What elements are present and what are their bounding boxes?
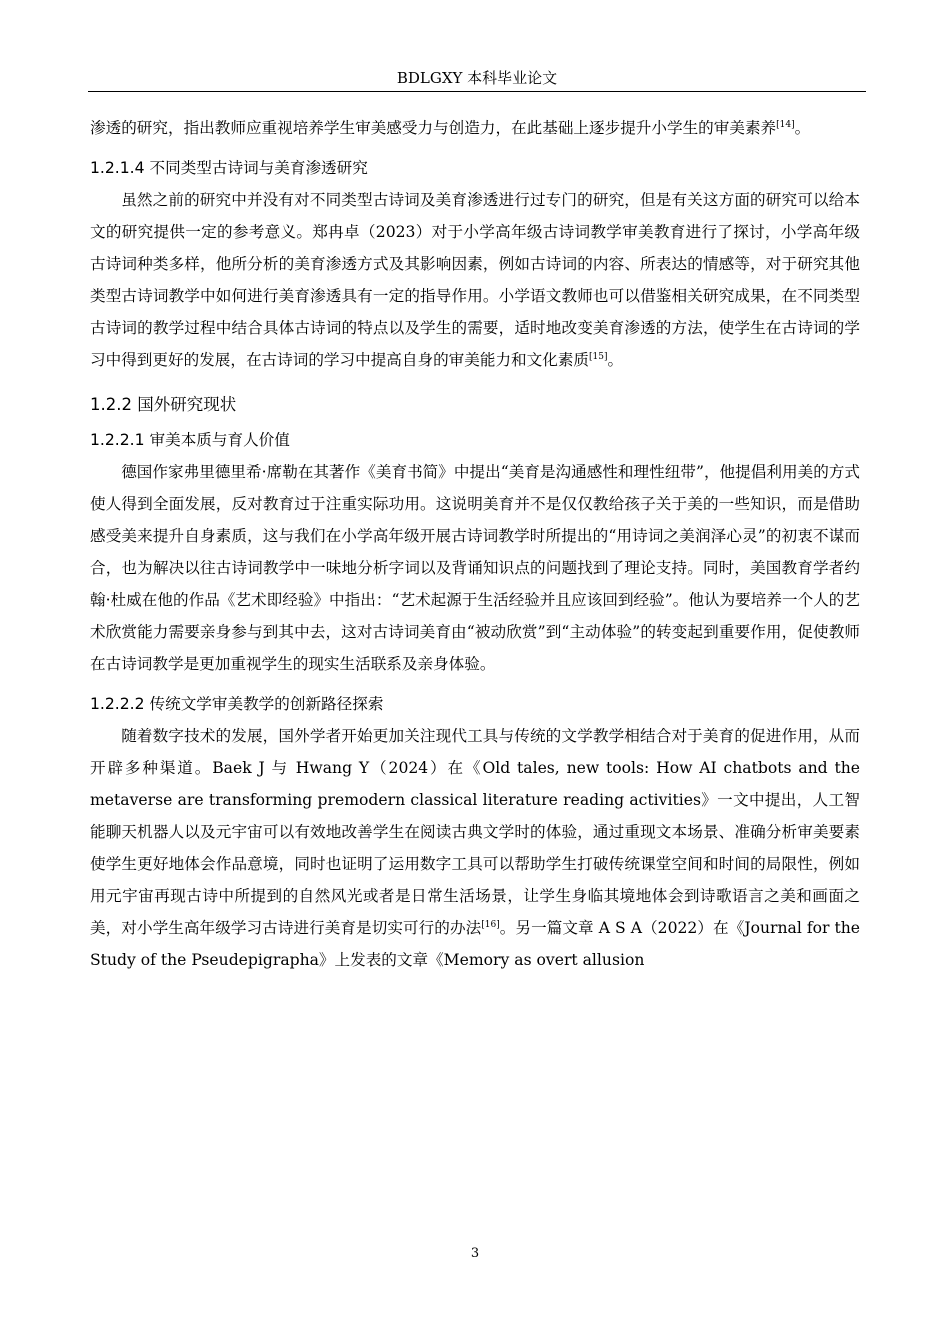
citation-16: [16] (481, 920, 500, 930)
paragraph-1-2-1-4-tail: 。 (607, 351, 624, 369)
paragraph-1-2-2-2-text: 随着数字技术的发展，国外学者开始更加关注现代工具与传统的文学教学相结合对于美育的促进作用，从而开辟多种渠道。Baek J 与 Hwang Y（2024）在《Old tales, new tools: How AI chatbots and the metaverse are transforming premodern classical literature reading activities》一文中提出，人工智能聊天机器人以及元宇宙可以有效地改善学生在阅读古典文学时的体验，通过重现文本场景、准确分析审美要素使学生更好地体会作品意境，同时也证明了运用数字工具可以帮助学生打破传统课堂空间和时间的局限性，例如用元宇宙再现古诗中所提到的自然风光或者是日常生活场景，让学生身临其境地体会到诗歌语言之美和画面之美，对小学生高年级学习古诗进行美育是切实可行的办法 (90, 727, 860, 937)
intro-paragraph (90, 112, 860, 144)
citation-15: [15] (589, 352, 608, 362)
heading-1-2-2-1: 1.2.2.1 审美本质与育人价值 (90, 431, 290, 449)
intro-paragraph-text: 渗透的研究，指出教师应重视培养学生审美感受力与创造力，在此基础上逐步提升小学生的审美素养 (90, 119, 777, 137)
header-rule (88, 91, 866, 92)
heading-1-2-2: 1.2.2 国外研究现状 (90, 395, 237, 414)
paragraph-1-2-1-4 (90, 184, 860, 376)
page-number: 3 (470, 1246, 480, 1261)
page-body (90, 112, 860, 976)
paragraph-1-2-2-1: 德国作家弗里德里希·席勒在其著作《美育书简》中提出“美育是沟通感性和理性纽带”，他提倡利用美的方式使人得到全面发展，反对教育过于注重实际功用。这说明美育并不是仅仅教给孩子关于美的一些知识，而是借助感受美来提升自身素质，这与我们在小学高年级开展古诗词教学时所提出的“用诗词之美润泽心灵”的初衷不谋而合，也为解决以往古诗词教学中一味地分析字词以及背诵知识点的问题找到了理论支持。同时，美国教育学者约翰·杜威在他的作品《艺术即经验》中指出：“艺术起源于生活经验并且应该回到经验”。他认为要培养一个人的艺术欣赏能力需要亲身参与到其中去，这对古诗词美育由“被动欣赏”到“主动体验”的转变起到重要作用，促使教师在古诗词教学是更加重视学生的现实生活联系及亲身体验。 (90, 463, 860, 673)
paragraph-1-2-2-2 (90, 720, 860, 976)
heading-1-2-1-4: 1.2.1.4 不同类型古诗词与美育渗透研究 (90, 159, 368, 177)
paragraph-1-2-2-2-tail: 。另一篇文章 A S A（2022）在《Journal for the Study of the Pseudepigrapha》上发表的文章《Memory as overt allusion (90, 919, 860, 969)
citation-14: [14] (776, 120, 795, 130)
intro-paragraph-tail: 。 (794, 119, 811, 137)
page-header: BDLGXY 本科毕业论文 (396, 69, 558, 87)
heading-1-2-2-2: 1.2.2.2 传统文学审美教学的创新路径探索 (90, 695, 384, 713)
paragraph-1-2-1-4-text: 虽然之前的研究中并没有对不同类型古诗词及美育渗透进行过专门的研究，但是有关这方面的研究可以给本文的研究提供一定的参考意义。郑冉卓（2023）对于小学高年级古诗词教学审美教育进行了探讨，小学高年级古诗词种类多样，他所分析的美育渗透方式及其影响因素，例如古诗词的内容、所表达的情感等，对于研究其他类型古诗词教学中如何进行美育渗透具有一定的指导作用。小学语文教师也可以借鉴相关研究成果，在不同类型古诗词的教学过程中结合具体古诗词的特点以及学生的需要，适时地改变美育渗透的方法，使学生在古诗词的学习中得到更好的发展，在古诗词的学习中提高自身的审美能力和文化素质 (90, 191, 860, 369)
